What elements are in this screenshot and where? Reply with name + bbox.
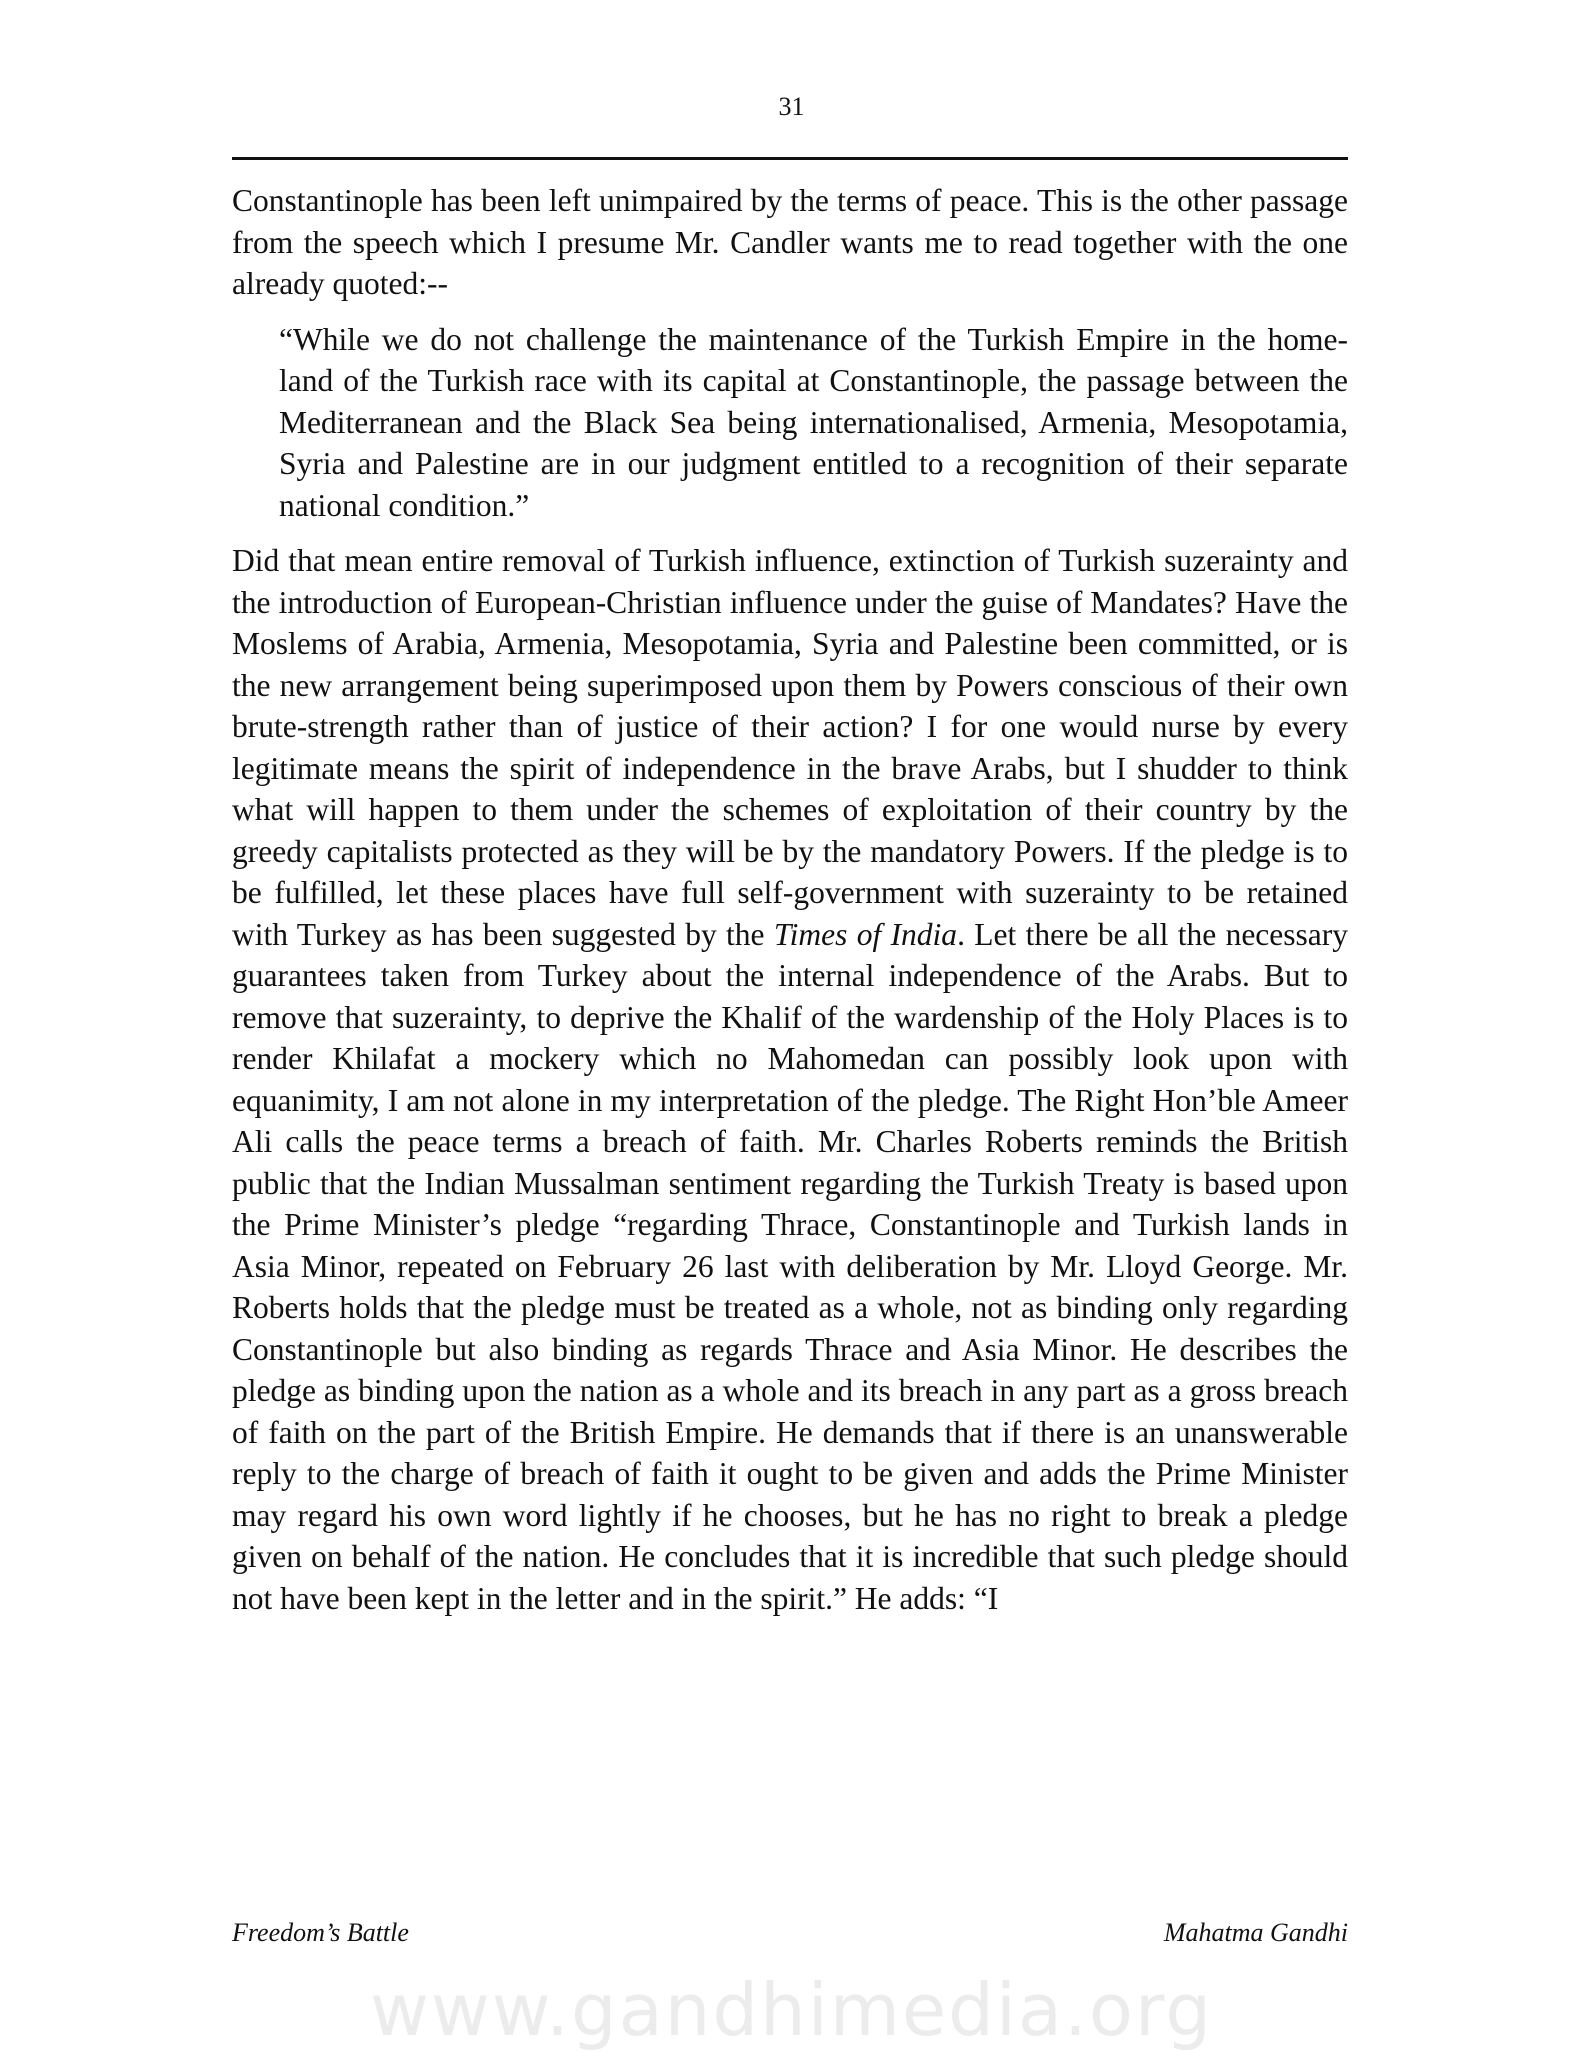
watermark: www.gandhimedia.org bbox=[370, 1968, 1213, 2052]
footer-author: Mahatma Gandhi bbox=[1163, 1918, 1348, 1947]
paragraph-2-text-a: Did that mean entire removal of Turkish influence, extinction of Turkish suzerainty and the introduction of European-Christian influence under the guise of Mandates? Have the Moslems of Arabia, Armenia, Mesopotamia, Syria and Palestine been committed, or is the new arrangement being superimposed upon them by Powers conscious of their own brute-strength rather than of justice of their action? I for one would nurse by every legitimate means the spirit of independence in the brave Arabs, but I shudder to think what will happen to them under the schemes of exploitation of their country by the greedy capitalists protected as they will be by the mandatory Powers. If the pledge is to be fulfilled, let these places have full self-government with suzerainty to be retained with Turkey as has been suggested by the bbox=[232, 543, 1348, 952]
block-quote: “While we do not challenge the maintenance of the Turkish Empire in the home-land of the Turkish race with its capital at Constantinople, the passage between the Mediterranean and the Black Sea being internationalised, Armenia, Mesopotamia, Syria and Palestine are in our judgment entitled to a recognition of their separate national condition.” bbox=[279, 321, 1348, 523]
header-rule bbox=[232, 157, 1348, 160]
footer-book-title: Freedom’s Battle bbox=[232, 1918, 409, 1947]
body-text bbox=[232, 180, 1348, 1619]
paragraph-2-text-b: . Let there be all the necessary guarantees taken from Turkey about the internal independence of the Arabs. But to remove that suzerainty, to deprive the Khalif of the wardenship of the Holy Places is to render Khilafat a mockery which no Mahomedan can possibly look upon with equanimity, I am not alone in my interpretation of the pledge. The Right Hon’ble Ameer Ali calls the peace terms a breach of faith. Mr. Charles Roberts reminds the British public that the Indian Mussalman sentiment regarding the Turkish Treaty is based upon the Prime Minister’s pledge “regarding Thrace, Constantinople and Turkish lands in Asia Minor, repeated on February 26 last with deliberation by Mr. Lloyd George. Mr. Roberts holds that the pledge must be treated as a whole, not as binding only regarding Constantinople but also binding as regards Thrace and Asia Minor. He describes the pledge as binding upon the nation as a whole and its breach in any part as a gross breach of faith on the part of the British Empire. He demands that if there is an unanswerable reply to the charge of breach of faith it ought to be given and adds the Prime Minister may regard his own word lightly if he chooses, but he has no right to break a pledge given on behalf of the nation. He concludes that it is incredible that such pledge should not have been kept in the letter and in the spirit.” He adds: “I bbox=[232, 916, 1348, 1616]
page-number: 31 bbox=[778, 92, 805, 121]
paragraph-1: Constantinople has been left unimpaired by the terms of peace. This is the other passage from the speech which I presume Mr. Candler wants me to read together with the one already quoted:-- bbox=[232, 183, 1348, 301]
paragraph-2 bbox=[232, 540, 1348, 1619]
italic-title-times-of-india: Times of India bbox=[773, 916, 958, 952]
